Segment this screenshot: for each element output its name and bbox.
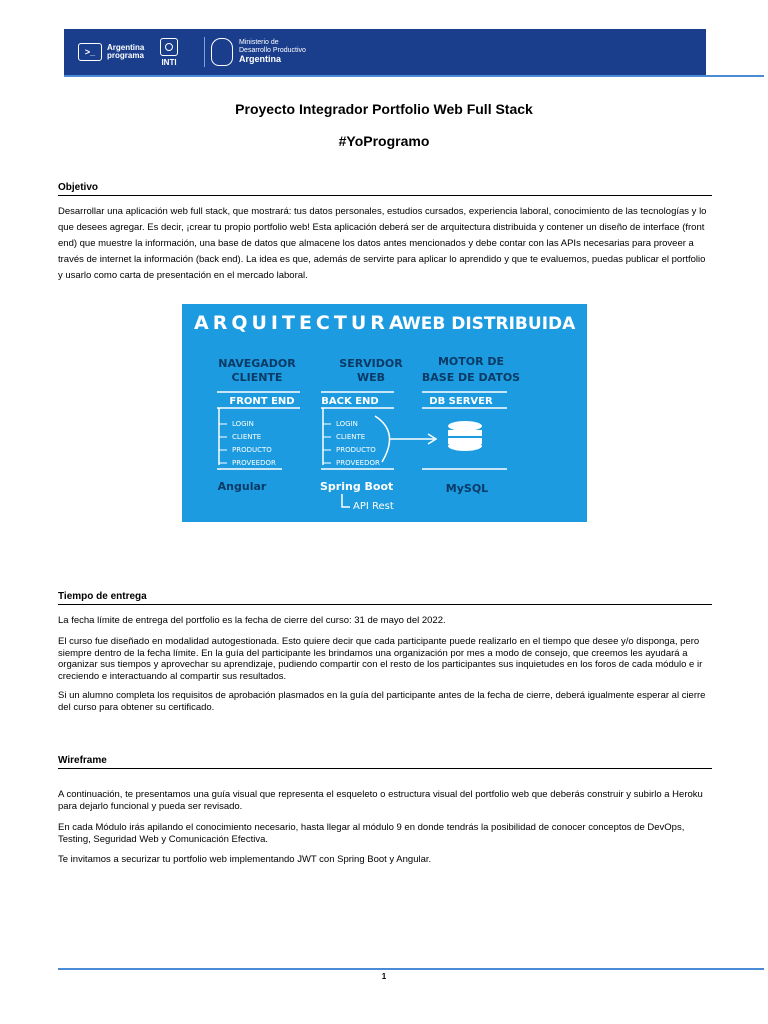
col1-items [219,420,276,467]
ministerio-line2: Desarrollo Productivo [239,47,306,54]
ministerio-line1: Ministerio de [239,39,279,46]
tiempo-paragraph-2: El curso fue diseñado en modalidad autogestionada. Esto quiere decir que cada participante puede realizarlo en el tiempo que desee y/o disponga, pero siempre dentro de la fecha límite. En la guía del participante les brindamos una organización por mes a modo de consejo, que creemos les ayudará a organizar sus tiempos y aprovechar su aprendizaje, pudiendo compartir con el resto de los participantes sus inquietudes en los foros de cada módulo e ir creciendo e interactuando al compartir sus resultados. [58,636,703,682]
connector-arc [375,416,390,462]
col2-item-proveedor: PROVEEDOR [336,459,380,467]
inti-icon [160,38,178,56]
wireframe-paragraph-3: Te invitamos a securizar tu portfolio web implementando JWT con Spring Boot y Angular. [58,854,432,865]
header-banner [64,29,706,75]
section-heading-wireframe: Wireframe [58,755,712,769]
col2-tech: Spring Boot [320,480,394,493]
header-rule [64,75,764,77]
col2-sub: API Rest [353,501,394,512]
document-hashtag: #YoProgramo [338,133,430,149]
terminal-icon: >_ [78,43,102,61]
col1-head2: CLIENTE [231,371,283,384]
col2-tag: BACK END [321,396,379,407]
col1-item-login: LOGIN [232,420,254,428]
col1-item-cliente: CLIENTE [232,433,262,441]
col2-item-producto: PRODUCTO [336,446,376,454]
diagram-title-b: WEB DISTRIBUIDA [402,314,576,334]
col2-items [323,420,380,467]
col2-item-login: LOGIN [336,420,358,428]
logo-text-line2: programa [107,51,144,60]
col2-head2: WEB [356,371,386,384]
page-number: 1 [381,972,387,981]
tiempo-paragraph-3: Si un alumno completa los requisitos de aprobación plasmados en la guía del participante antes de la fecha de cierre, deberá igualmente esperar al cierre del curso para obtener su certificado. [58,690,706,713]
ministerio-line3: Argentina [239,54,282,64]
sub-arrow-icon [342,494,350,507]
col1-tech: Angular [217,480,267,493]
tiempo-paragraph-1: La fecha límite de entrega del portfolio es la fecha de cierre del curso: 31 de mayo del 2022. [58,615,446,626]
col1-head1: NAVEGADOR [218,357,296,370]
logo-text-line1: Argentina [107,43,145,52]
col3-head1: MOTOR DE [437,355,505,368]
col3-tag: DB SERVER [429,396,493,407]
wireframe-paragraph-2: En cada Módulo irás apilando el conocimiento necesario, hasta llegar al módulo 9 en donde tendrás la posibilidad de conocer conceptos de DevOps, Testing, Seguridad Web y Comunicación Efectiva. [58,822,685,845]
section-heading-objetivo: Objetivo [58,182,712,196]
section-heading-tiempo: Tiempo de entrega [58,591,712,605]
architecture-diagram [182,304,587,522]
col1-item-producto: PRODUCTO [232,446,272,454]
col1-item-proveedor: PROVEEDOR [232,459,276,467]
inti-logo [160,29,178,75]
objetivo-paragraph: Desarrollar una aplicación web full stack, que mostrará: tus datos personales, estudios cursados, experiencia laboral, conocimiento de las tecnologías y lo que desees agregar. Es decir, ¡crear tu propio portfolio web! Esta aplicación deberá ser de arquitectura distribuida y contener un diseño de interface (front end) que muestre la información, una base de datos que almacene los datos antes mencionados y debe contar con las APIs necesarias para proveer a través de internet la información (back end). La idea es que, además de servirte para aplicar lo aprendido y que te evaluemos, puedas publicar el portfolio y usarlo como carta de presentación en el mercado laboral. [58,206,707,281]
col1-tag: FRONT END [229,396,295,407]
inti-label: INTI [161,57,177,67]
col3-tech: MySQL [445,482,489,495]
col3-head2: BASE DE DATOS [421,371,521,384]
argentina-programa-logo [78,29,144,75]
wireframe-paragraph-1: A continuación, te presentamos una guía visual que representa el esqueleto o estructura visual del portfolio web que deberás construir y subirlo a Heroku para dejarlo funcional y pueda ser revisado. [58,789,703,812]
ministerio-logo [204,29,306,75]
database-icon [448,421,482,451]
divider [204,37,205,67]
diagram-title-a: ARQUITECTURA [194,312,408,334]
coat-of-arms-icon [211,38,233,66]
document-title: Proyecto Integrador Portfolio Web Full Stack [235,101,533,117]
col2-item-cliente: CLIENTE [336,433,366,441]
col2-head1: SERVIDOR [339,357,403,370]
footer-rule [58,968,764,970]
